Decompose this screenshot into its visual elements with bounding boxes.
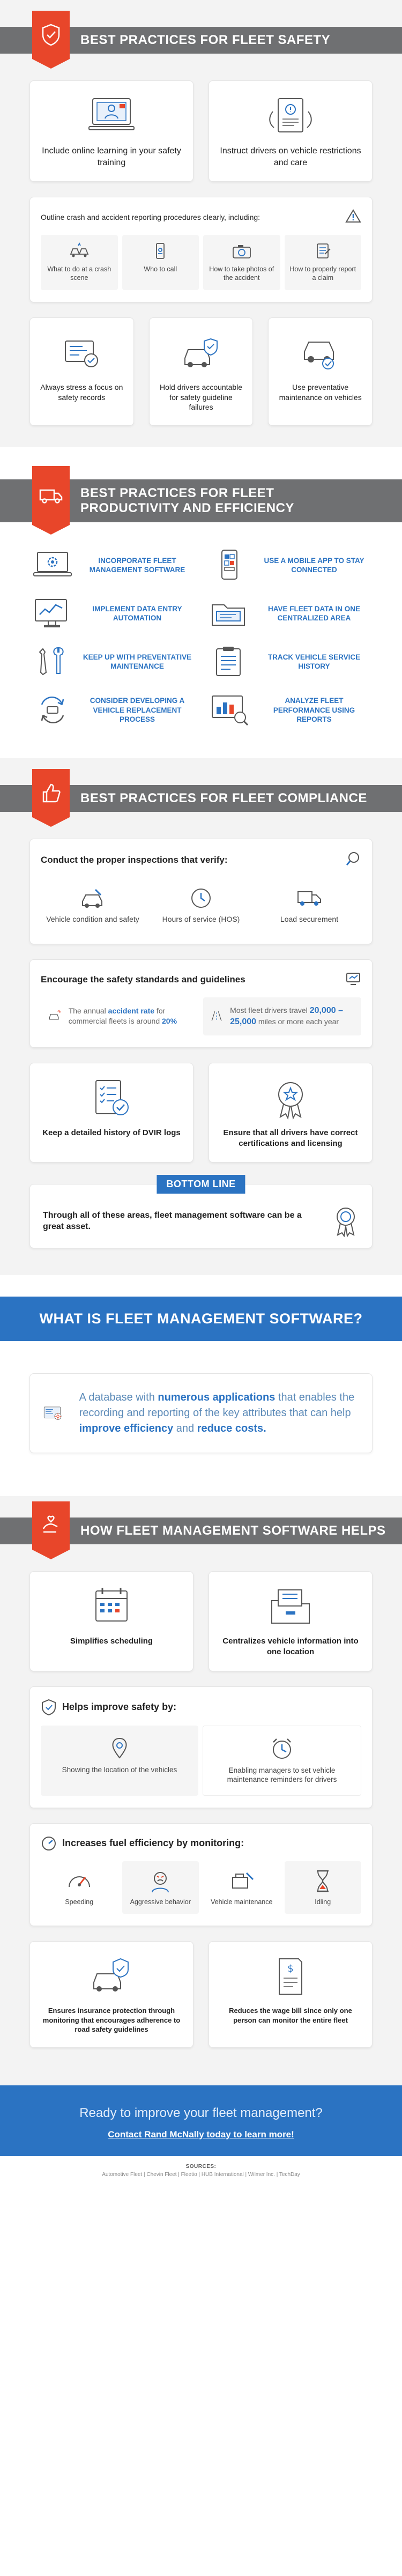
- online-learning-icon: [87, 95, 136, 138]
- online-learning-text: Include online learning in your safety training: [42, 146, 181, 167]
- helps-section: [0, 1496, 402, 2085]
- improve-safety-card: [29, 1686, 373, 1808]
- productivity-tiles: [0, 549, 402, 726]
- safety-records-text: Always stress a focus on safety records: [40, 382, 123, 402]
- fuel-item: Vehicle maintenance: [203, 1861, 280, 1914]
- car-shield-icon: [177, 332, 225, 375]
- camera-icon: [230, 242, 254, 261]
- reporting-card: [29, 197, 373, 302]
- safety-records-card: [29, 317, 134, 426]
- speedometer-icon: [66, 1869, 93, 1893]
- safety-banner: [0, 21, 402, 59]
- fuel-heading: Increases fuel efficiency by monitoring:: [62, 1838, 244, 1849]
- records-card-icon: [57, 332, 106, 375]
- calendar-icon: [87, 1586, 136, 1628]
- safety-item: Showing the location of the vehicles: [41, 1726, 198, 1796]
- data-entry-icon: [32, 597, 73, 630]
- preventative-card: [268, 317, 373, 426]
- productivity-section: [0, 447, 402, 758]
- productivity-tile: USE A MOBILE APP TO STAY CONNECTED: [209, 549, 370, 581]
- insurance-text: Ensures insurance protection through monitoring that encourages adherence to road safety guidelines: [42, 2007, 181, 2034]
- certifications-card: [209, 1063, 373, 1163]
- inspection-item: Vehicle condition and safety: [41, 879, 145, 931]
- dvir-card: [29, 1063, 193, 1163]
- online-learning-card: [29, 80, 193, 182]
- hourglass-icon: [309, 1869, 336, 1893]
- productivity-tile: HAVE FLEET DATA IN ONE CENTRALIZED AREA: [209, 597, 370, 630]
- helping-hands-icon: [32, 1501, 70, 1550]
- warning-icon: [345, 209, 361, 225]
- certifications-text: Ensure that all drivers have correct certifications and licensing: [223, 1128, 358, 1148]
- reporting-item: What to do at a crash scene: [41, 235, 118, 290]
- inspections-card: [29, 839, 373, 944]
- helps-banner: [0, 1512, 402, 1550]
- miles-stat: Most fleet drivers travel 20,000 – 25,000 miles or more each year: [203, 997, 361, 1035]
- safety-title: BEST PRACTICES FOR FLEET SAFETY: [80, 32, 331, 47]
- contact-link[interactable]: Contact Rand McNally today to learn more!: [108, 2129, 294, 2140]
- cta-section: [0, 2085, 402, 2156]
- checklist-icon: [87, 1077, 136, 1120]
- reporting-item: Who to call: [122, 235, 199, 290]
- clock-icon: [188, 886, 214, 910]
- engine-wrench-icon: [228, 1869, 255, 1893]
- car-insurance-icon: [87, 1956, 136, 1998]
- reporting-item: How to properly report a claim: [285, 235, 362, 290]
- productivity-tile: IMPLEMENT DATA ENTRY AUTOMATION: [32, 597, 193, 630]
- centralizes-card: [209, 1571, 373, 1671]
- productivity-tile: CONSIDER DEVELOPING A VEHICLE REPLACEMENT PROCESS: [32, 694, 193, 726]
- manual-book-icon: [266, 95, 315, 138]
- report-icon: [311, 242, 334, 261]
- award-ribbon-icon: [332, 1205, 359, 1237]
- sources-label: SOURCES:: [185, 2163, 217, 2170]
- shield-small-icon: [41, 1699, 57, 1716]
- inspection-item: Load securement: [257, 879, 361, 931]
- software-screen-icon: [43, 1392, 65, 1435]
- compliance-title: BEST PRACTICES FOR FLEET COMPLIANCE: [80, 790, 367, 805]
- crash-icon: [68, 242, 91, 261]
- fuel-gauge-icon: [41, 1835, 57, 1852]
- mobile-app-icon: [209, 549, 250, 581]
- preventative-text: Use preventative maintenance on vehicles: [279, 382, 362, 402]
- productivity-title: BEST PRACTICES FOR FLEET PRODUCTIVITY AND EFFICIENCY: [80, 485, 294, 516]
- car-wrench-icon: [79, 886, 106, 910]
- inspection-item: Hours of service (HOS): [149, 879, 253, 931]
- vehicle-restrictions-text: Instruct drivers on vehicle restrictions and care: [220, 146, 361, 167]
- accountable-text: Hold drivers accountable for safety guideline failures: [159, 382, 243, 412]
- definition-text: A database with numerous applications that enables the recording and reporting of the key attributes that can help improve efficiency and reduce costs.: [79, 1391, 355, 1435]
- vehicle-restrictions-card: [209, 80, 373, 182]
- car-maintenance-icon: [296, 332, 345, 375]
- folder-icon: [209, 597, 250, 630]
- bottom-line-label: BOTTOM LINE: [157, 1175, 245, 1194]
- magnifier-icon: [345, 851, 361, 869]
- truck-icon: [32, 466, 70, 525]
- bottom-line-card: [29, 1179, 373, 1248]
- productivity-tile: INCORPORATE FLEET MANAGEMENT SOFTWARE: [32, 549, 193, 581]
- fuel-item: Idling: [285, 1861, 362, 1914]
- fuel-item: Speeding: [41, 1861, 118, 1914]
- improve-safety-heading: Helps improve safety by:: [62, 1701, 177, 1713]
- file-cabinet-icon: [266, 1586, 315, 1628]
- laptop-gear-icon: [32, 549, 73, 581]
- reporting-heading: Outline crash and accident reporting procedures clearly, including:: [41, 213, 260, 222]
- fuel-efficiency-card: [29, 1823, 373, 1926]
- clipboard-icon: [209, 646, 250, 678]
- compliance-section: [0, 758, 402, 1275]
- standards-heading: Encourage the safety standards and guidelines: [41, 974, 245, 984]
- wage-bill-card: [209, 1941, 373, 2048]
- what-is-section: [0, 1275, 402, 1496]
- accident-rate-stat: The annual accident rate for commercial fleets is around 20%: [41, 997, 199, 1035]
- angry-driver-icon: [147, 1869, 174, 1893]
- tools-icon: [32, 646, 73, 678]
- standards-card: [29, 959, 373, 1048]
- accountable-card: [149, 317, 254, 426]
- productivity-tile: TRACK VEHICLE SERVICE HISTORY: [209, 646, 370, 678]
- what-is-title: WHAT IS FLEET MANAGEMENT SOFTWARE?: [0, 1297, 402, 1341]
- reminder-clock-icon: [270, 1737, 294, 1761]
- scheduling-card: [29, 1571, 193, 1671]
- safety-item: Enabling managers to set vehicle maintenance reminders for drivers: [203, 1726, 361, 1796]
- dvir-text: Keep a detailed history of DVIR logs: [42, 1128, 181, 1137]
- centralizes-text: Centralizes vehicle information into one location: [222, 1637, 359, 1657]
- badge-star-icon: [266, 1077, 315, 1120]
- bottom-line-text: Through all of these areas, fleet management software can be a great asset.: [43, 1210, 302, 1232]
- sources-list: Automotive Fleet | Chevin Fleet | Fleetio | HUB International | Wilmer Inc. | TechDay: [102, 2171, 300, 2178]
- productivity-tile: ANALYZE FLEET PERFORMANCE USING REPORTS: [209, 694, 370, 726]
- shield-check-icon: [32, 11, 70, 59]
- definition-card: [29, 1373, 373, 1453]
- phone-icon: [148, 242, 172, 261]
- fuel-item: Aggressive behavior: [122, 1861, 199, 1914]
- road-icon: [211, 1005, 222, 1027]
- thumbs-up-icon: [32, 769, 70, 817]
- compliance-banner: [0, 780, 402, 817]
- productivity-tile: KEEP UP WITH PREVENTATIVE MAINTENANCE: [32, 646, 193, 678]
- replacement-cycle-icon: [32, 694, 73, 726]
- reporting-item: How to take photos of the accident: [203, 235, 280, 290]
- helps-title: HOW FLEET MANAGEMENT SOFTWARE HELPS: [80, 1523, 386, 1538]
- svg-text:$: $: [287, 1963, 294, 1975]
- productivity-banner: [0, 474, 402, 528]
- invoice-icon: [266, 1956, 315, 1998]
- wage-bill-text: Reduces the wage bill since only one person can monitor the entire fleet: [229, 2007, 352, 2024]
- inspections-heading: Conduct the proper inspections that verify:: [41, 855, 228, 865]
- crash-car-icon: [48, 1005, 61, 1027]
- delivery-truck-icon: [296, 886, 323, 910]
- scheduling-text: Simplifies scheduling: [70, 1637, 153, 1646]
- safety-section: [0, 0, 402, 447]
- sources: [0, 2156, 402, 2188]
- analytics-icon: [209, 694, 250, 726]
- cta-question: Ready to improve your fleet management?: [79, 2105, 323, 2120]
- insurance-card: [29, 1941, 193, 2048]
- location-pin-icon: [109, 1736, 130, 1761]
- monitor-icon: [345, 972, 361, 988]
